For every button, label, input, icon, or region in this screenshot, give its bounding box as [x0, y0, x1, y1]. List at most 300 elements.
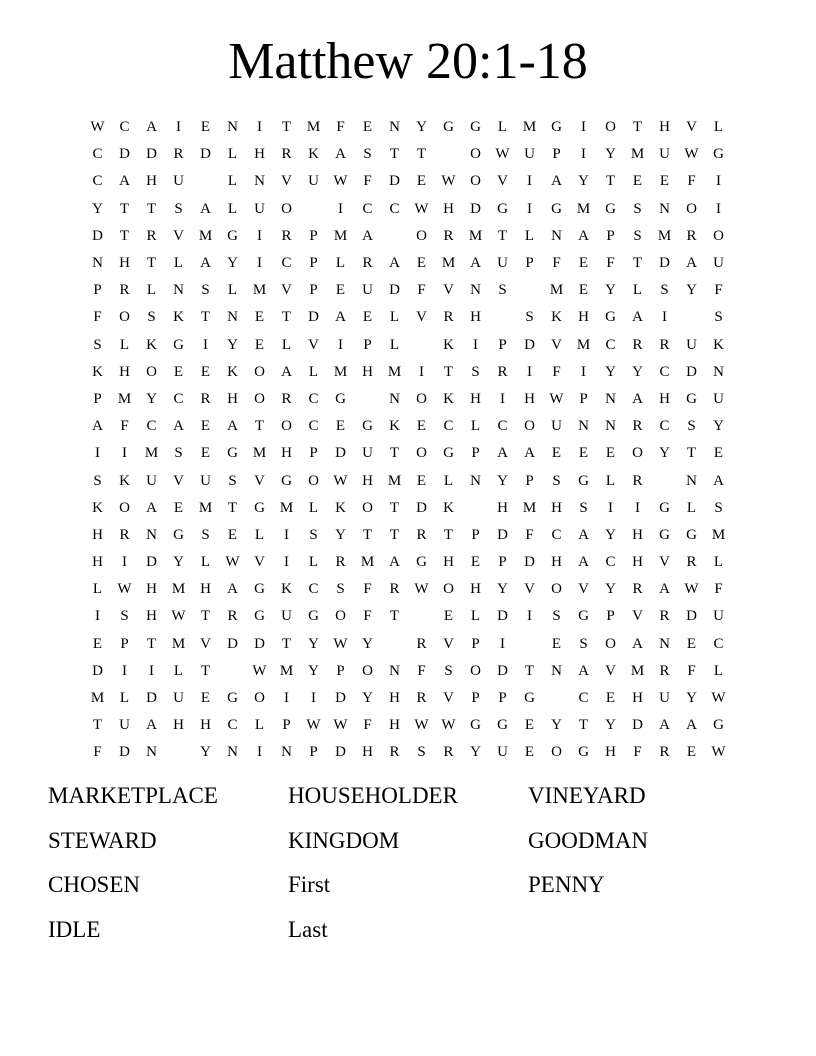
grid-cell: N [92, 255, 103, 272]
grid-cell: W [414, 581, 429, 598]
grid-cell: H [605, 744, 616, 761]
grid-cell: K [227, 363, 238, 380]
grid-cell: O [362, 662, 373, 679]
grid-cell: G [227, 445, 238, 462]
grid-cell: N [659, 200, 670, 217]
grid-cell: D [389, 282, 400, 299]
grid-cell: A [281, 363, 292, 380]
grid-cell: E [470, 554, 481, 571]
grid-cell: S [525, 309, 534, 326]
grid-cell: S [579, 499, 588, 516]
grid-cell: A [632, 309, 643, 326]
grid-cell: D [335, 445, 346, 462]
grid-cell: E [443, 608, 454, 625]
grid-cell: A [389, 554, 400, 571]
grid-cell: E [416, 472, 427, 489]
grid-cell: H [524, 390, 535, 407]
grid-cell: A [470, 255, 481, 272]
grid-cell: K [119, 472, 130, 489]
grid-cell: T [524, 662, 535, 679]
grid-cell: T [497, 227, 508, 244]
grid-cell: G [335, 390, 346, 407]
grid-cell: V [578, 581, 589, 598]
grid-cell: R [632, 472, 643, 489]
grid-cell: F [120, 418, 129, 435]
grid-row [84, 658, 732, 685]
grid-row [84, 712, 732, 739]
grid-cell: S [633, 227, 642, 244]
grid-cell: F [687, 173, 696, 190]
grid-cell: I [419, 363, 424, 380]
grid-cell: L [92, 581, 103, 598]
grid-cell: L [713, 662, 724, 679]
page-title: Matthew 20:1-18 [228, 33, 588, 90]
grid-cell: E [578, 282, 589, 299]
grid-cell: M [576, 336, 591, 353]
grid-cell: S [417, 744, 426, 761]
grid-cell: I [527, 363, 532, 380]
grid-cell: L [713, 119, 724, 136]
grid-cell: H [254, 146, 265, 163]
grid-row [84, 685, 732, 712]
grid-cell: H [659, 390, 670, 407]
grid-cell: S [498, 282, 507, 299]
grid-cell: Y [605, 581, 616, 598]
grid-cell: S [552, 472, 561, 489]
grid-cell: K [308, 146, 319, 163]
grid-row [84, 603, 732, 630]
grid-cell: D [416, 499, 427, 516]
grid-cell: H [497, 499, 508, 516]
grid-cell: L [173, 662, 184, 679]
grid-cell: N [605, 390, 616, 407]
grid-cell: O [470, 146, 481, 163]
grid-cell: G [227, 690, 238, 707]
grid-cell: N [470, 282, 481, 299]
grid-cell: C [92, 146, 103, 163]
grid-cell: P [525, 255, 534, 272]
grid-row [84, 141, 732, 168]
grid-cell: N [227, 744, 238, 761]
grid-cell: D [632, 717, 643, 734]
grid-cell: O [308, 472, 319, 489]
grid-cell: N [146, 526, 157, 543]
grid-cell: H [632, 554, 643, 571]
grid-cell: R [416, 690, 427, 707]
grid-cell: U [713, 255, 724, 272]
grid-cell: I [95, 445, 100, 462]
grid-cell: H [146, 581, 157, 598]
grid-cell: C [659, 418, 670, 435]
grid-cell: K [92, 499, 103, 516]
grid-cell: E [686, 635, 697, 652]
grid-cell: I [284, 554, 289, 571]
grid-cell: K [443, 390, 454, 407]
grid-cell: D [524, 554, 535, 571]
grid-cell: C [389, 200, 400, 217]
grid-cell: V [254, 472, 265, 489]
grid-cell: C [308, 390, 319, 407]
grid-cell: P [309, 445, 318, 462]
grid-cell: T [146, 200, 157, 217]
grid-cell: E [524, 717, 535, 734]
grid-cell: G [254, 499, 265, 516]
grid-cell: K [551, 309, 562, 326]
grid-cell: H [200, 581, 211, 598]
grid-cell: E [92, 635, 103, 652]
grid-cell: H [470, 390, 481, 407]
grid-cell [489, 304, 516, 331]
grid-cell: Y [470, 744, 481, 761]
grid-cell: W [684, 581, 699, 598]
grid-cell: S [201, 282, 210, 299]
grid-cell: M [279, 499, 294, 516]
word-list-item: MARKETPLACE [48, 783, 218, 808]
grid-cell: C [605, 336, 616, 353]
grid-cell: M [630, 662, 645, 679]
grid-cell: T [200, 309, 211, 326]
grid-cell: C [578, 690, 589, 707]
grid-cell: D [524, 336, 535, 353]
grid-cell: V [173, 227, 184, 244]
grid-cell: W [171, 608, 186, 625]
grid-cell: T [389, 608, 400, 625]
grid-cell: O [254, 390, 265, 407]
grid-cell: L [686, 499, 697, 516]
grid-cell: F [417, 662, 426, 679]
grid-cell: V [497, 173, 508, 190]
grid-cell: W [441, 717, 456, 734]
grid-cell: H [173, 717, 184, 734]
grid-cell: T [200, 608, 211, 625]
grid-row [84, 386, 732, 413]
grid-row [84, 114, 732, 141]
grid-cell: P [471, 635, 480, 652]
grid-cell: G [497, 200, 508, 217]
grid-cell: S [147, 309, 156, 326]
grid-cell: S [174, 445, 183, 462]
word-list-item: KINGDOM [288, 827, 400, 853]
grid-cell: M [333, 227, 348, 244]
grid-cell: R [416, 526, 427, 543]
grid-cell: P [471, 526, 480, 543]
grid-cell: L [200, 554, 211, 571]
grid-cell: R [200, 390, 211, 407]
grid-cell: N [470, 472, 481, 489]
grid-cell: C [713, 635, 724, 652]
grid-cell: T [92, 717, 103, 734]
grid-cell: V [443, 282, 454, 299]
grid-cell: W [333, 173, 348, 190]
grid-cell: C [308, 418, 319, 435]
grid-cell: T [281, 119, 292, 136]
grid-cell: D [497, 608, 508, 625]
grid-cell: P [363, 336, 372, 353]
grid-cell: S [309, 526, 318, 543]
grid-cell: R [443, 744, 454, 761]
grid-cell: O [551, 581, 562, 598]
grid-cell: Y [335, 526, 346, 543]
grid-cell: U [362, 445, 373, 462]
grid-cell: F [363, 581, 372, 598]
grid-cell: H [281, 445, 292, 462]
grid-row [84, 467, 732, 494]
grid-cell: A [227, 581, 238, 598]
grid-cell: O [335, 608, 346, 625]
grid-cell: G [578, 608, 589, 625]
grid-cell: L [470, 608, 481, 625]
grid-cell: S [228, 472, 237, 489]
grid-cell: I [716, 173, 721, 190]
grid-cell: I [527, 173, 532, 190]
grid-cell: P [606, 227, 615, 244]
grid-cell: M [117, 390, 132, 407]
grid-cell: R [281, 390, 292, 407]
grid-cell: P [309, 255, 318, 272]
grid-cell [408, 332, 435, 359]
grid-cell: F [687, 662, 696, 679]
grid-cell: T [119, 200, 130, 217]
grid-cell: N [173, 282, 184, 299]
grid-cell: I [284, 526, 289, 543]
grid-cell: G [308, 608, 319, 625]
grid-cell: V [254, 554, 265, 571]
grid-cell: H [92, 554, 103, 571]
grid-cell: E [686, 744, 697, 761]
grid-cell: G [362, 418, 373, 435]
grid-cell: I [581, 363, 586, 380]
grid-row [84, 196, 732, 223]
grid-cell: M [90, 690, 105, 707]
grid-cell: G [254, 581, 265, 598]
grid-row [84, 223, 732, 250]
grid-cell: T [254, 418, 265, 435]
grid-cell: V [551, 336, 562, 353]
grid-cell: T [389, 526, 400, 543]
grid-cell [678, 304, 705, 331]
grid-cell: E [254, 336, 265, 353]
grid-cell: R [659, 744, 670, 761]
grid-cell: D [254, 635, 265, 652]
grid-cell: U [713, 390, 724, 407]
grid-cell: M [468, 227, 483, 244]
grid-cell: K [146, 336, 157, 353]
grid-cell: I [608, 499, 613, 516]
grid-cell: M [522, 119, 537, 136]
grid-cell: V [632, 608, 643, 625]
grid-cell: A [524, 445, 535, 462]
grid-cell [435, 141, 462, 168]
grid-cell: A [659, 717, 670, 734]
grid-row [84, 413, 732, 440]
grid-cell: L [470, 418, 481, 435]
grid-cell: V [416, 309, 427, 326]
grid-cell: N [227, 119, 238, 136]
grid-cell: F [417, 282, 426, 299]
grid-cell: N [254, 173, 265, 190]
grid-cell: P [309, 744, 318, 761]
grid-cell: A [200, 255, 211, 272]
grid-cell: L [227, 282, 238, 299]
grid-row [84, 332, 732, 359]
grid-cell: U [551, 418, 562, 435]
grid-row [84, 495, 732, 522]
grid-cell: L [227, 173, 238, 190]
grid-cell: H [227, 390, 238, 407]
grid-cell: O [524, 418, 535, 435]
grid-cell: A [146, 119, 157, 136]
grid-cell: Y [362, 635, 373, 652]
grid-cell: U [497, 744, 508, 761]
grid-cell [381, 223, 408, 250]
grid-cell: L [227, 200, 238, 217]
grid-cell: U [254, 200, 265, 217]
grid-cell: O [254, 363, 265, 380]
grid-cell: O [281, 200, 292, 217]
grid-cell: N [389, 390, 400, 407]
grid-cell: A [632, 635, 643, 652]
grid-cell: K [389, 418, 400, 435]
grid-cell: D [335, 744, 346, 761]
grid-cell: M [549, 282, 564, 299]
grid-cell: C [362, 200, 373, 217]
grid-cell: I [122, 662, 127, 679]
grid-cell: M [522, 499, 537, 516]
grid-cell: Y [605, 526, 616, 543]
grid-cell: R [335, 554, 346, 571]
grid-cell: I [527, 608, 532, 625]
grid-cell: D [308, 309, 319, 326]
grid-cell: V [443, 635, 454, 652]
grid-cell: V [686, 119, 697, 136]
word-list-item: Last [288, 916, 328, 942]
grid-cell: I [257, 227, 262, 244]
grid-cell: Y [308, 662, 319, 679]
grid-cell: I [338, 336, 343, 353]
grid-cell: M [171, 581, 186, 598]
grid-cell: L [632, 282, 643, 299]
grid-cell: I [176, 119, 181, 136]
grid-cell: R [443, 227, 454, 244]
grid-cell: S [552, 608, 561, 625]
grid-cell: M [360, 554, 375, 571]
grid-cell: Y [713, 418, 724, 435]
grid-cell: G [254, 608, 265, 625]
grid-cell: E [362, 309, 373, 326]
grid-cell: G [578, 744, 589, 761]
grid-cell: R [632, 336, 643, 353]
grid-cell: S [714, 499, 723, 516]
grid-cell: L [335, 255, 346, 272]
grid-cell: A [578, 526, 589, 543]
grid-cell: E [659, 173, 670, 190]
grid-cell: S [471, 363, 480, 380]
grid-cell: P [309, 227, 318, 244]
grid-cell: K [92, 363, 103, 380]
grid-cell: U [362, 282, 373, 299]
grid-cell: T [605, 173, 616, 190]
grid-cell: R [281, 146, 292, 163]
grid-cell: E [173, 499, 184, 516]
grid-cell [516, 277, 543, 304]
grid-cell [381, 631, 408, 658]
grid-cell: K [713, 336, 724, 353]
grid-cell: O [605, 119, 616, 136]
grid-cell: I [284, 690, 289, 707]
grid-cell: N [281, 744, 292, 761]
grid-cell: D [119, 744, 130, 761]
word-list-item: HOUSEHOLDER [288, 783, 458, 808]
grid-cell: F [552, 363, 561, 380]
grid-cell: T [281, 635, 292, 652]
word-list [48, 778, 768, 956]
letter-grid [84, 114, 732, 767]
grid-cell: P [93, 282, 102, 299]
grid-cell: U [146, 472, 157, 489]
grid-cell: W [711, 690, 726, 707]
grid-cell: C [173, 390, 184, 407]
grid-cell [300, 196, 327, 223]
grid-cell: R [146, 227, 157, 244]
grid-cell: M [387, 363, 402, 380]
grid-cell: S [714, 309, 723, 326]
grid-cell: G [713, 146, 724, 163]
grid-cell: E [362, 119, 373, 136]
grid-cell: N [713, 363, 724, 380]
grid-cell: O [470, 173, 481, 190]
grid-cell: W [495, 146, 510, 163]
grid-cell: T [389, 445, 400, 462]
grid-cell: W [549, 390, 564, 407]
grid-cell: L [389, 309, 400, 326]
grid-cell: I [500, 390, 505, 407]
grid-cell: A [551, 173, 562, 190]
grid-cell: H [443, 554, 454, 571]
grid-cell: P [282, 717, 291, 734]
grid-row [84, 576, 732, 603]
grid-cell: E [605, 690, 616, 707]
grid-cell: R [659, 662, 670, 679]
grid-cell: A [200, 200, 211, 217]
grid-cell: W [252, 662, 267, 679]
grid-cell: U [686, 336, 697, 353]
grid-cell: E [713, 445, 724, 462]
grid-cell: U [524, 146, 535, 163]
grid-cell: A [497, 445, 508, 462]
grid-cell: S [579, 635, 588, 652]
grid-cell: D [92, 227, 103, 244]
grid-cell: A [146, 499, 157, 516]
grid-cell: M [387, 472, 402, 489]
grid-cell: Y [497, 472, 508, 489]
grid-cell: N [551, 227, 562, 244]
grid-cell: Y [632, 363, 643, 380]
grid-cell: W [414, 717, 429, 734]
grid-cell: D [200, 146, 211, 163]
grid-cell: F [93, 309, 102, 326]
grid-cell: P [336, 662, 345, 679]
grid-cell: M [441, 255, 456, 272]
grid-cell: I [473, 336, 478, 353]
grid-cell: Y [686, 282, 697, 299]
grid-cell: L [146, 282, 157, 299]
grid-cell: E [632, 173, 643, 190]
grid-cell: H [632, 690, 643, 707]
grid-cell: O [119, 309, 130, 326]
grid-cell: T [227, 499, 238, 516]
grid-cell [408, 603, 435, 630]
grid-cell: D [335, 690, 346, 707]
